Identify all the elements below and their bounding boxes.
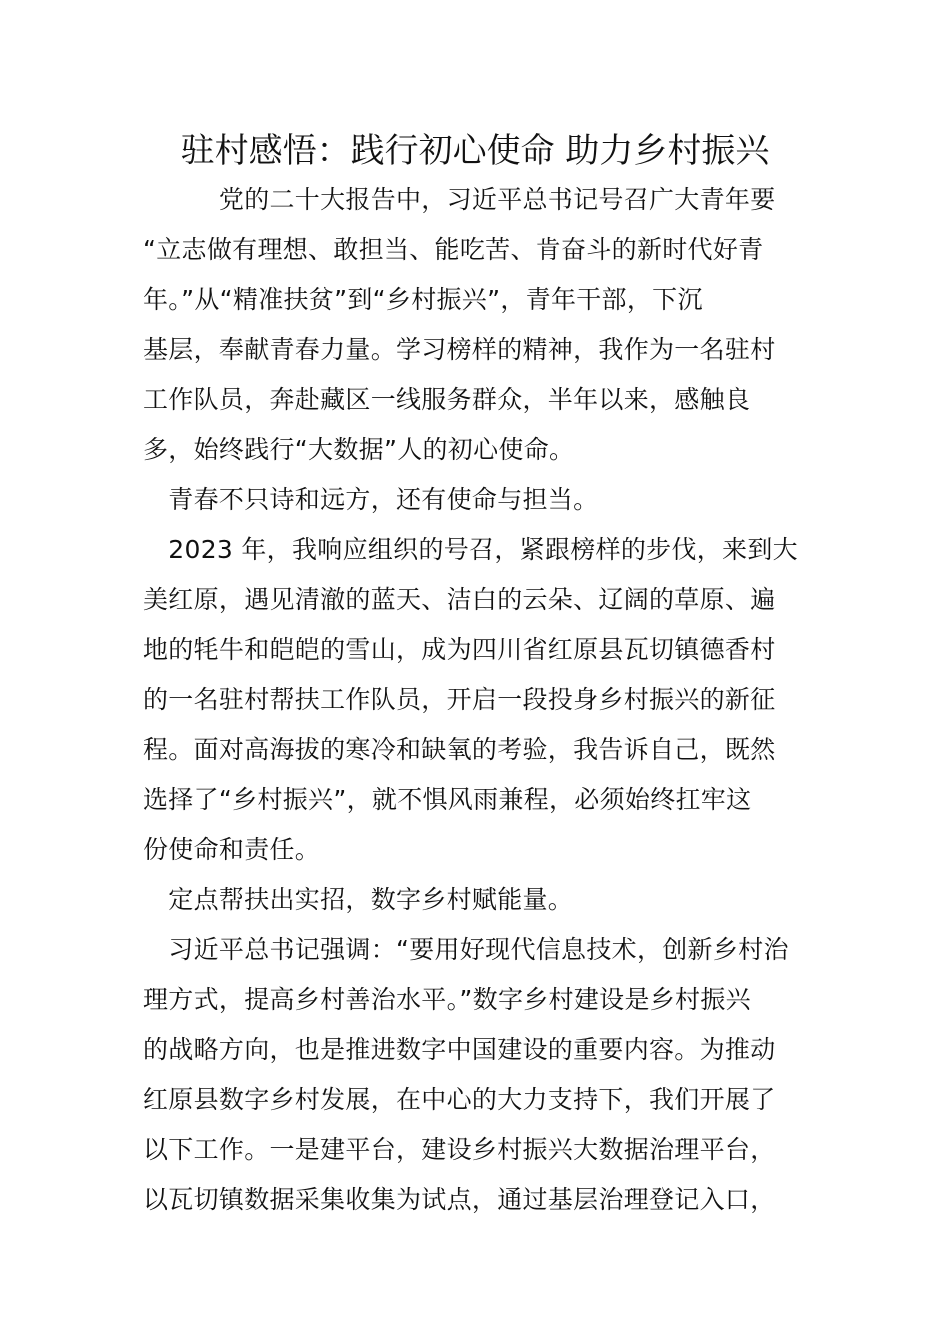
text-line: 定点帮扶出实招，数字乡村赋能量。 [143, 885, 574, 914]
text-line: 地的牦牛和皑皑的雪山，成为四川省红原县瓦切镇德香村 [143, 635, 776, 664]
text-line: 的一名驻村帮扶工作队员，开启一段投身乡村振兴的新征 [143, 685, 776, 714]
text-line: 程。面对高海拔的寒冷和缺氧的考验，我告诉自己，既然 [143, 735, 776, 764]
text-line: 理方式，提高乡村善治水平。”数字乡村建设是乡村振兴 [143, 985, 751, 1014]
text-line: 工作队员，奔赴藏区一线服务群众，半年以来，感触良 [143, 385, 751, 414]
text-line: 份使命和责任。 [143, 835, 321, 864]
text-line: 以下工作。一是建平台，建设乡村振兴大数据治理平台， [143, 1135, 776, 1164]
text-line: 以瓦切镇数据采集收集为试点，通过基层治理登记入口， [143, 1185, 776, 1214]
text-line: 红原县数字乡村发展，在中心的大力支持下，我们开展了 [143, 1085, 776, 1114]
document-title: 驻村感悟：践行初心使命 助力乡村振兴 [180, 131, 770, 171]
text-line: 党的二十大报告中，习近平总书记号召广大青年要 [143, 185, 776, 214]
text-line: 2023 年，我响应组织的号召，紧跟榜样的步伐，来到大 [143, 535, 798, 564]
text-line: 多，始终践行“大数据”人的初心使命。 [143, 435, 575, 464]
text-line: 基层，奉献青春力量。学习榜样的精神，我作为一名驻村 [143, 335, 776, 364]
text-line: “立志做有理想、敢担当、能吃苦、肯奋斗的新时代好青 [143, 235, 764, 264]
text-line: 选择了“乡村振兴”，就不惧风雨兼程，必须始终扛牢这 [143, 785, 752, 814]
text-line: 年。”从“精准扶贫”到“乡村振兴”，青年干部，下沉 [143, 285, 703, 314]
text-line: 青春不只诗和远方，还有使命与担当。 [143, 485, 599, 514]
text-line: 习近平总书记强调：“要用好现代信息技术，创新乡村治 [143, 935, 789, 964]
text-line: 的战略方向，也是推进数字中国建设的重要内容。为推动 [143, 1035, 776, 1064]
text-line: 美红原，遇见清澈的蓝天、洁白的云朵、辽阔的草原、遍 [143, 585, 776, 614]
